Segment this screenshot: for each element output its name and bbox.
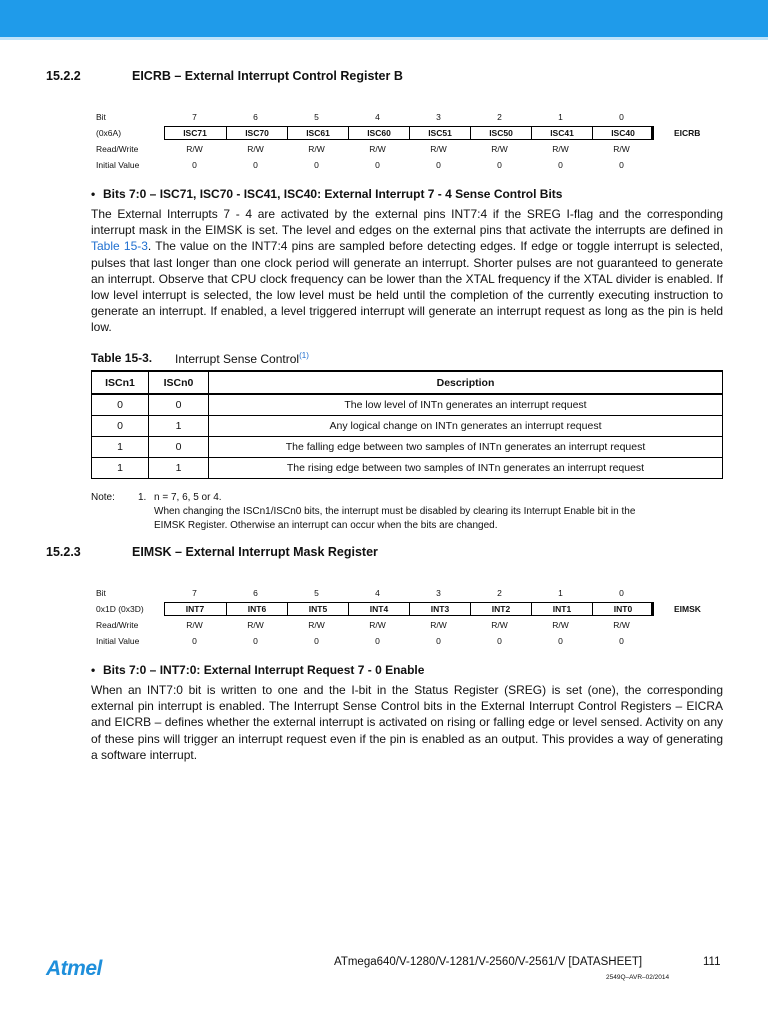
- table-cell: The rising edge between two samples of INTn generates an interrupt request: [209, 458, 723, 479]
- table-row: [92, 416, 723, 437]
- rw-value: R/W: [186, 144, 203, 154]
- bit-number: 5: [314, 112, 319, 122]
- bit-label: Bit: [96, 112, 106, 122]
- section-heading-eimsk: [0, 545, 768, 561]
- register-bits-box: [164, 126, 654, 140]
- bullet-text: Bits 7:0 – ISC71, ISC70 - ISC41, ISC40: External Interrupt 7 - 4 Sense Control Bits: [103, 187, 563, 201]
- table-cell: 1: [92, 458, 149, 479]
- rw-value: R/W: [613, 620, 630, 630]
- initial-value: 0: [436, 636, 441, 646]
- paragraph-text: The External Interrupts 7 - 4 are activated by the external pins INT7:4 if the SREG I-flag and the corresponding interrupt mask in the EIMSK is set. The level and edges on the external pins that activate the interrupts are defined in: [91, 207, 723, 238]
- page-number: 111: [703, 956, 721, 968]
- table-cell: The low level of INTn generates an interrupt request: [209, 394, 723, 416]
- bullet-icon: •: [91, 663, 96, 677]
- section-number: 15.2.2: [46, 69, 81, 83]
- address-label: 0x1D (0x3D): [96, 604, 144, 614]
- initial-value: 0: [253, 160, 258, 170]
- bit-name-cell: INT6: [226, 603, 287, 615]
- rw-value: R/W: [308, 620, 325, 630]
- section-heading-eicrb: [0, 69, 768, 85]
- rw-value: R/W: [369, 620, 386, 630]
- bit-name-cell: ISC40: [592, 127, 653, 139]
- bit-number: 0: [619, 588, 624, 598]
- bit-name-cell: ISC60: [348, 127, 409, 139]
- atmel-logo: Atmel: [46, 957, 102, 980]
- table-cell: 1: [149, 416, 209, 437]
- rw-value: R/W: [430, 620, 447, 630]
- footnote-ref-link[interactable]: (1): [299, 351, 309, 360]
- rw-value: R/W: [491, 144, 508, 154]
- bit-number: 6: [253, 112, 258, 122]
- column-header: Description: [209, 371, 723, 394]
- bit-label: Bit: [96, 588, 106, 598]
- table-cell: Any logical change on INTn generates an interrupt request: [209, 416, 723, 437]
- table-row: [92, 394, 723, 416]
- bullet-text: Bits 7:0 – INT7:0: External Interrupt Request 7 - 0 Enable: [103, 663, 425, 677]
- initial-value: 0: [192, 160, 197, 170]
- note-line: EIMSK Register. Otherwise an interrupt can occur when the bits are changed.: [154, 520, 498, 531]
- initial-value: 0: [375, 160, 380, 170]
- bit-number: 2: [497, 112, 502, 122]
- bit-name-cell: INT5: [287, 603, 348, 615]
- section-title: EIMSK – External Interrupt Mask Register: [132, 545, 378, 559]
- rw-value: R/W: [247, 144, 264, 154]
- table-header-row: [92, 371, 723, 394]
- register-name: EIMSK: [674, 604, 701, 614]
- section-number: 15.2.3: [46, 545, 81, 559]
- eicrb-description: [91, 206, 723, 336]
- column-header: ISCn0: [149, 371, 209, 394]
- note-number: 1.: [138, 492, 147, 503]
- eimsk-description: When an INT7:0 bit is written to one and the I-bit in the Status Register (SREG) is set (one), the corresponding external pin interrupt is enabled. The Interrupt Sense Control bits in the External Interrupt Control Registers – EICRA and EICRB – defines whether the external interrupt is activated on rising or falling edge or level sensed. Activity on any of these pins will trigger an interrupt request even if the pin is enabled as an output. This provides a way of generating a software interrupt.: [91, 683, 723, 762]
- register-bits-box: [164, 602, 654, 616]
- initial-value: 0: [314, 636, 319, 646]
- read-write-label: Read/Write: [96, 144, 139, 154]
- bit-name-cell: INT3: [409, 603, 470, 615]
- bit-number: 4: [375, 112, 380, 122]
- table-title: Interrupt Sense Control: [175, 352, 300, 366]
- table-cell: The falling edge between two samples of INTn generates an interrupt request: [209, 437, 723, 458]
- initial-value: 0: [497, 160, 502, 170]
- table-number: Table 15-3.: [91, 351, 153, 365]
- initial-value: 0: [253, 636, 258, 646]
- paragraph-text: . The value on the INT7:4 pins are sampled before detecting edges. If edge or toggle interrupt is selected, pulses that last longer than one clock period will generate an interrupt. Shorter pulses are not guaranteed to generate an interrupt. Observe that CPU clock frequency can be lower than the XTAL frequency if the XTAL divider is enabled. If low level interrupt is selected, the low level must be held until the completion of the currently executing instruction to generate an interrupt. If enabled, a level triggered interrupt will generate an interrupt request as long as the pin is held low.: [91, 239, 724, 335]
- rw-value: R/W: [186, 620, 203, 630]
- bit-number: 1: [558, 112, 563, 122]
- bit-number: 3: [436, 588, 441, 598]
- initial-value: 0: [314, 160, 319, 170]
- bit-name-cell: ISC51: [409, 127, 470, 139]
- bullet-icon: •: [91, 187, 96, 201]
- initial-value: 0: [436, 160, 441, 170]
- note-line: n = 7, 6, 5 or 4.: [154, 492, 222, 503]
- table-cell: 0: [92, 394, 149, 416]
- sense-control-table: [91, 370, 723, 479]
- rw-value: R/W: [369, 144, 386, 154]
- bit-name-cell: ISC71: [183, 128, 207, 138]
- initial-value: 0: [375, 636, 380, 646]
- bit-name-cell: INT1: [531, 603, 592, 615]
- table-row: [92, 458, 723, 479]
- initial-value: 0: [192, 636, 197, 646]
- rw-value: R/W: [552, 620, 569, 630]
- rw-value: R/W: [552, 144, 569, 154]
- table-cell: 1: [149, 458, 209, 479]
- bit-number: 4: [375, 588, 380, 598]
- bit-number: 5: [314, 588, 319, 598]
- header-bar: [0, 0, 768, 37]
- initial-value: 0: [619, 636, 624, 646]
- table-cell: 0: [149, 394, 209, 416]
- rw-value: R/W: [430, 144, 447, 154]
- bit-number: 2: [497, 588, 502, 598]
- note-line: When changing the ISCn1/ISCn0 bits, the interrupt must be disabled by clearing its Interrupt Enable bit in the: [154, 506, 636, 517]
- table-cell: 0: [92, 416, 149, 437]
- bit-name-cell: INT0: [592, 603, 653, 615]
- bit-number: 6: [253, 588, 258, 598]
- register-name: EICRB: [674, 128, 701, 138]
- column-header: ISCn1: [92, 371, 149, 394]
- table-cell: 0: [149, 437, 209, 458]
- initial-value: 0: [558, 636, 563, 646]
- bit-name-cell: ISC61: [287, 127, 348, 139]
- initial-value-label: Initial Value: [96, 636, 140, 646]
- table-row: [92, 437, 723, 458]
- bit-name-cell: INT4: [348, 603, 409, 615]
- table-cell: 1: [92, 437, 149, 458]
- footer-title: ATmega640/V-1280/V-1281/V-2560/V-2561/V [DATASHEET]: [334, 956, 643, 968]
- bit-number: 1: [558, 588, 563, 598]
- bit-name-cell: INT7: [185, 604, 205, 614]
- bit-number: 7: [192, 588, 197, 598]
- bit-name-cell: INT2: [470, 603, 531, 615]
- header-underline: [0, 37, 768, 40]
- bit-name-cell: ISC50: [470, 127, 531, 139]
- address-label: (0x6A): [96, 128, 122, 138]
- read-write-label: Read/Write: [96, 620, 139, 630]
- rw-value: R/W: [308, 144, 325, 154]
- rw-value: R/W: [491, 620, 508, 630]
- initial-value: 0: [497, 636, 502, 646]
- rw-value: R/W: [247, 620, 264, 630]
- bit-number: 7: [192, 112, 197, 122]
- bit-name-cell: ISC70: [226, 127, 287, 139]
- bit-number: 3: [436, 112, 441, 122]
- section-title: EICRB – External Interrupt Control Register B: [132, 69, 403, 83]
- note-label: Note:: [91, 492, 115, 503]
- bit-number: 0: [619, 112, 624, 122]
- table-15-3-link[interactable]: Table 15-3: [91, 239, 148, 254]
- document-id: 2549Q–AVR–02/2014: [606, 974, 670, 981]
- rw-value: R/W: [613, 144, 630, 154]
- initial-value: 0: [619, 160, 624, 170]
- bit-name-cell: ISC41: [531, 127, 592, 139]
- initial-value-label: Initial Value: [96, 160, 140, 170]
- initial-value: 0: [558, 160, 563, 170]
